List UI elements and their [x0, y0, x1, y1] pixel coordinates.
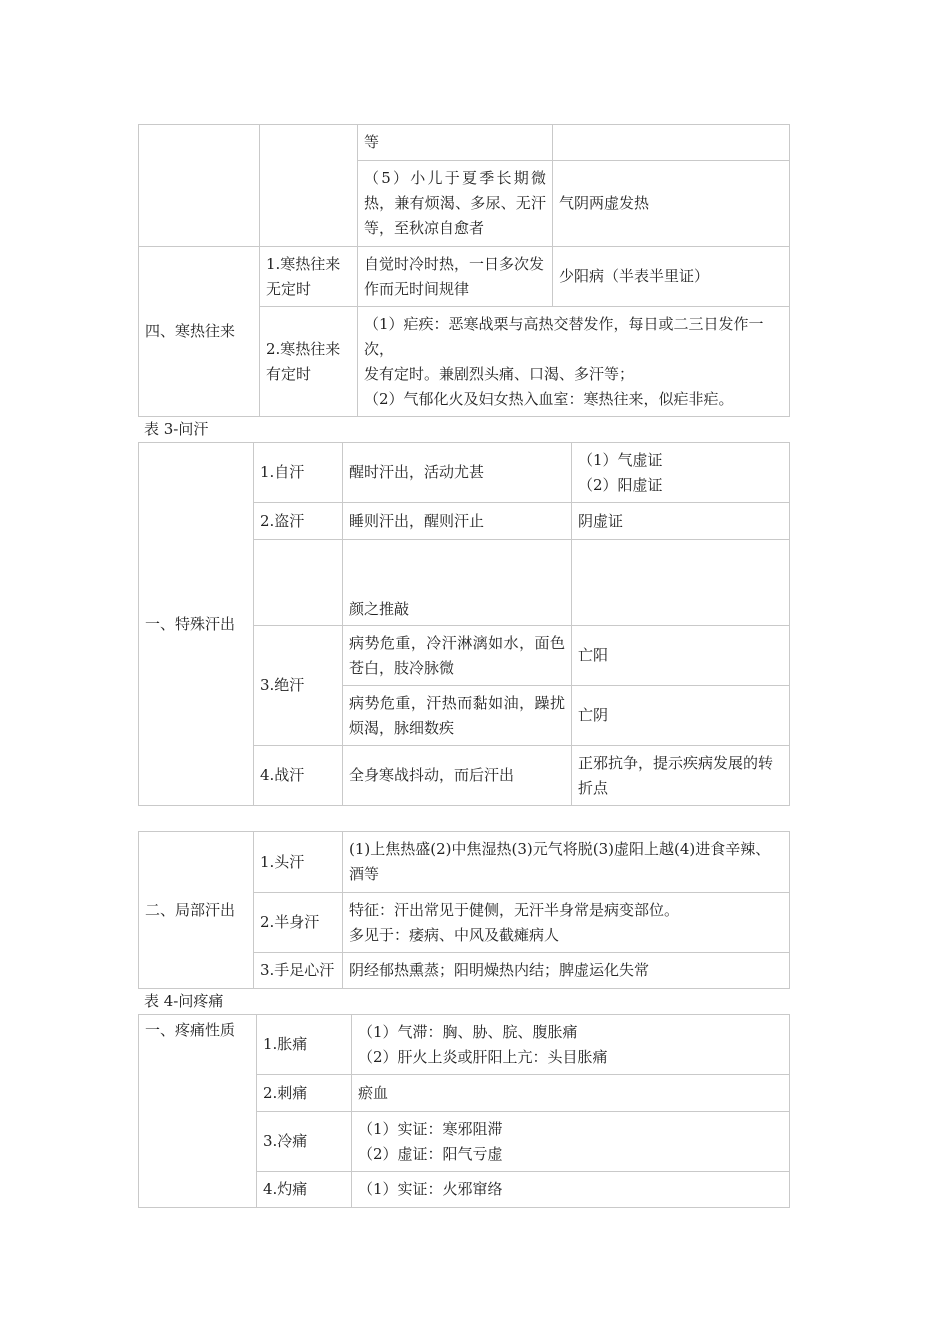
section-label: 二、局部汗出: [139, 832, 254, 989]
sweat-table-local: [138, 831, 790, 989]
description-line: 发有定时。兼剧烈头痛、口渴、多汗等；: [364, 364, 635, 383]
table-caption: 表 3-问汗: [144, 420, 209, 438]
description-line: （1）实证：寒邪阻滞: [358, 1119, 503, 1138]
section-label: 一、特殊汗出: [139, 443, 254, 806]
table-caption: 表 4-问疼痛: [144, 992, 224, 1010]
sub-label: 2.寒热往来有定时: [260, 307, 358, 417]
symptom-cell: 自觉时冷时热，一日多次发作而无时间规律: [358, 247, 553, 307]
diagnosis-cell: [553, 125, 790, 161]
diagnosis-cell: [572, 540, 790, 626]
description-line: （1）疟疾：恶寒战栗与高热交替发作，每日或二三日发作一次，: [364, 314, 764, 358]
description-cell: [352, 1112, 790, 1172]
diagnosis-cell: 正邪抗争，提示疾病发展的转折点: [572, 746, 790, 806]
description-cell: [358, 307, 790, 417]
description-cell: （1）实证：火邪窜络: [352, 1172, 790, 1208]
description-line: （2）肝火上炎或肝阳上亢：头目胀痛: [358, 1047, 608, 1066]
description-cell: [352, 1015, 790, 1075]
sub-label: 4.战汗: [254, 746, 343, 806]
section-label: 一、疼痛性质: [139, 1015, 257, 1208]
section-label: 四、寒热往来: [139, 247, 260, 417]
description-cell: [343, 893, 790, 953]
empty-section-cell: [139, 125, 260, 247]
description-line: （1）气滞：胸、胁、脘、腹胀痛: [358, 1022, 578, 1041]
diagnosis-line: （1）气虚证: [578, 450, 663, 469]
pain-table: [138, 1014, 790, 1208]
diagnosis-cell: 亡阴: [572, 686, 790, 746]
symptom-cell: 等: [358, 125, 553, 161]
diagnosis-cell: [572, 443, 790, 503]
symptom-cell: （5）小儿于夏季长期微热，兼有烦渴、多尿、无汗等，至秋凉自愈者: [358, 161, 553, 247]
description-line: （2）气郁化火及妇女热入血室：寒热往来，似疟非疟。: [364, 389, 734, 408]
description-cell: (1)上焦热盛(2)中焦湿热(3)元气将脱(3)虚阳上越(4)进食辛辣、酒等: [343, 832, 790, 893]
sub-label: 2.半身汗: [254, 893, 343, 953]
sub-label: 1.自汗: [254, 443, 343, 503]
description-cell: 阴经郁热熏蒸；阳明燥热内结；脾虚运化失常: [343, 953, 790, 989]
sub-label: 3.手足心汗: [254, 953, 343, 989]
sub-label: 1.寒热往来无定时: [260, 247, 358, 307]
symptom-cell: 醒时汗出，活动尤甚: [343, 443, 572, 503]
sub-label: 2.刺痛: [257, 1075, 352, 1112]
empty-sub-cell: [254, 540, 343, 626]
diagnosis-cell: 亡阳: [572, 626, 790, 686]
sub-label: 1.头汗: [254, 832, 343, 893]
sub-label: 3.绝汗: [254, 626, 343, 746]
symptom-cell: 颜之推敲: [343, 540, 572, 626]
empty-sub-cell: [260, 125, 358, 247]
diagnosis-cell: 阴虚证: [572, 503, 790, 540]
description-line: 特征：汗出常见于健侧，无汗半身常是病变部位。: [349, 900, 680, 919]
diagnosis-cell: 气阴两虚发热: [553, 161, 790, 247]
diagnosis-line: （2）阳虚证: [578, 475, 663, 494]
description-line: （2）虚证：阳气亏虚: [358, 1144, 503, 1163]
sub-label: 4.灼痛: [257, 1172, 352, 1208]
symptom-cell: 病势危重，汗热而黏如油，躁扰烦渴，脉细数疾: [343, 686, 572, 746]
sub-label: 2.盗汗: [254, 503, 343, 540]
sweat-table-special: [138, 442, 790, 806]
symptom-cell: 全身寒战抖动，而后汗出: [343, 746, 572, 806]
sub-label: 1.胀痛: [257, 1015, 352, 1075]
description-cell: 瘀血: [352, 1075, 790, 1112]
symptom-cell: 睡则汗出，醒则汗止: [343, 503, 572, 540]
description-line: 多见于：痿病、中风及截瘫病人: [349, 925, 560, 944]
sub-label: 3.冷痛: [257, 1112, 352, 1172]
fever-table-continued: [138, 124, 790, 417]
diagnosis-cell: 少阳病（半表半里证）: [553, 247, 790, 307]
symptom-cell: 病势危重，冷汗淋漓如水，面色苍白，肢冷脉微: [343, 626, 572, 686]
